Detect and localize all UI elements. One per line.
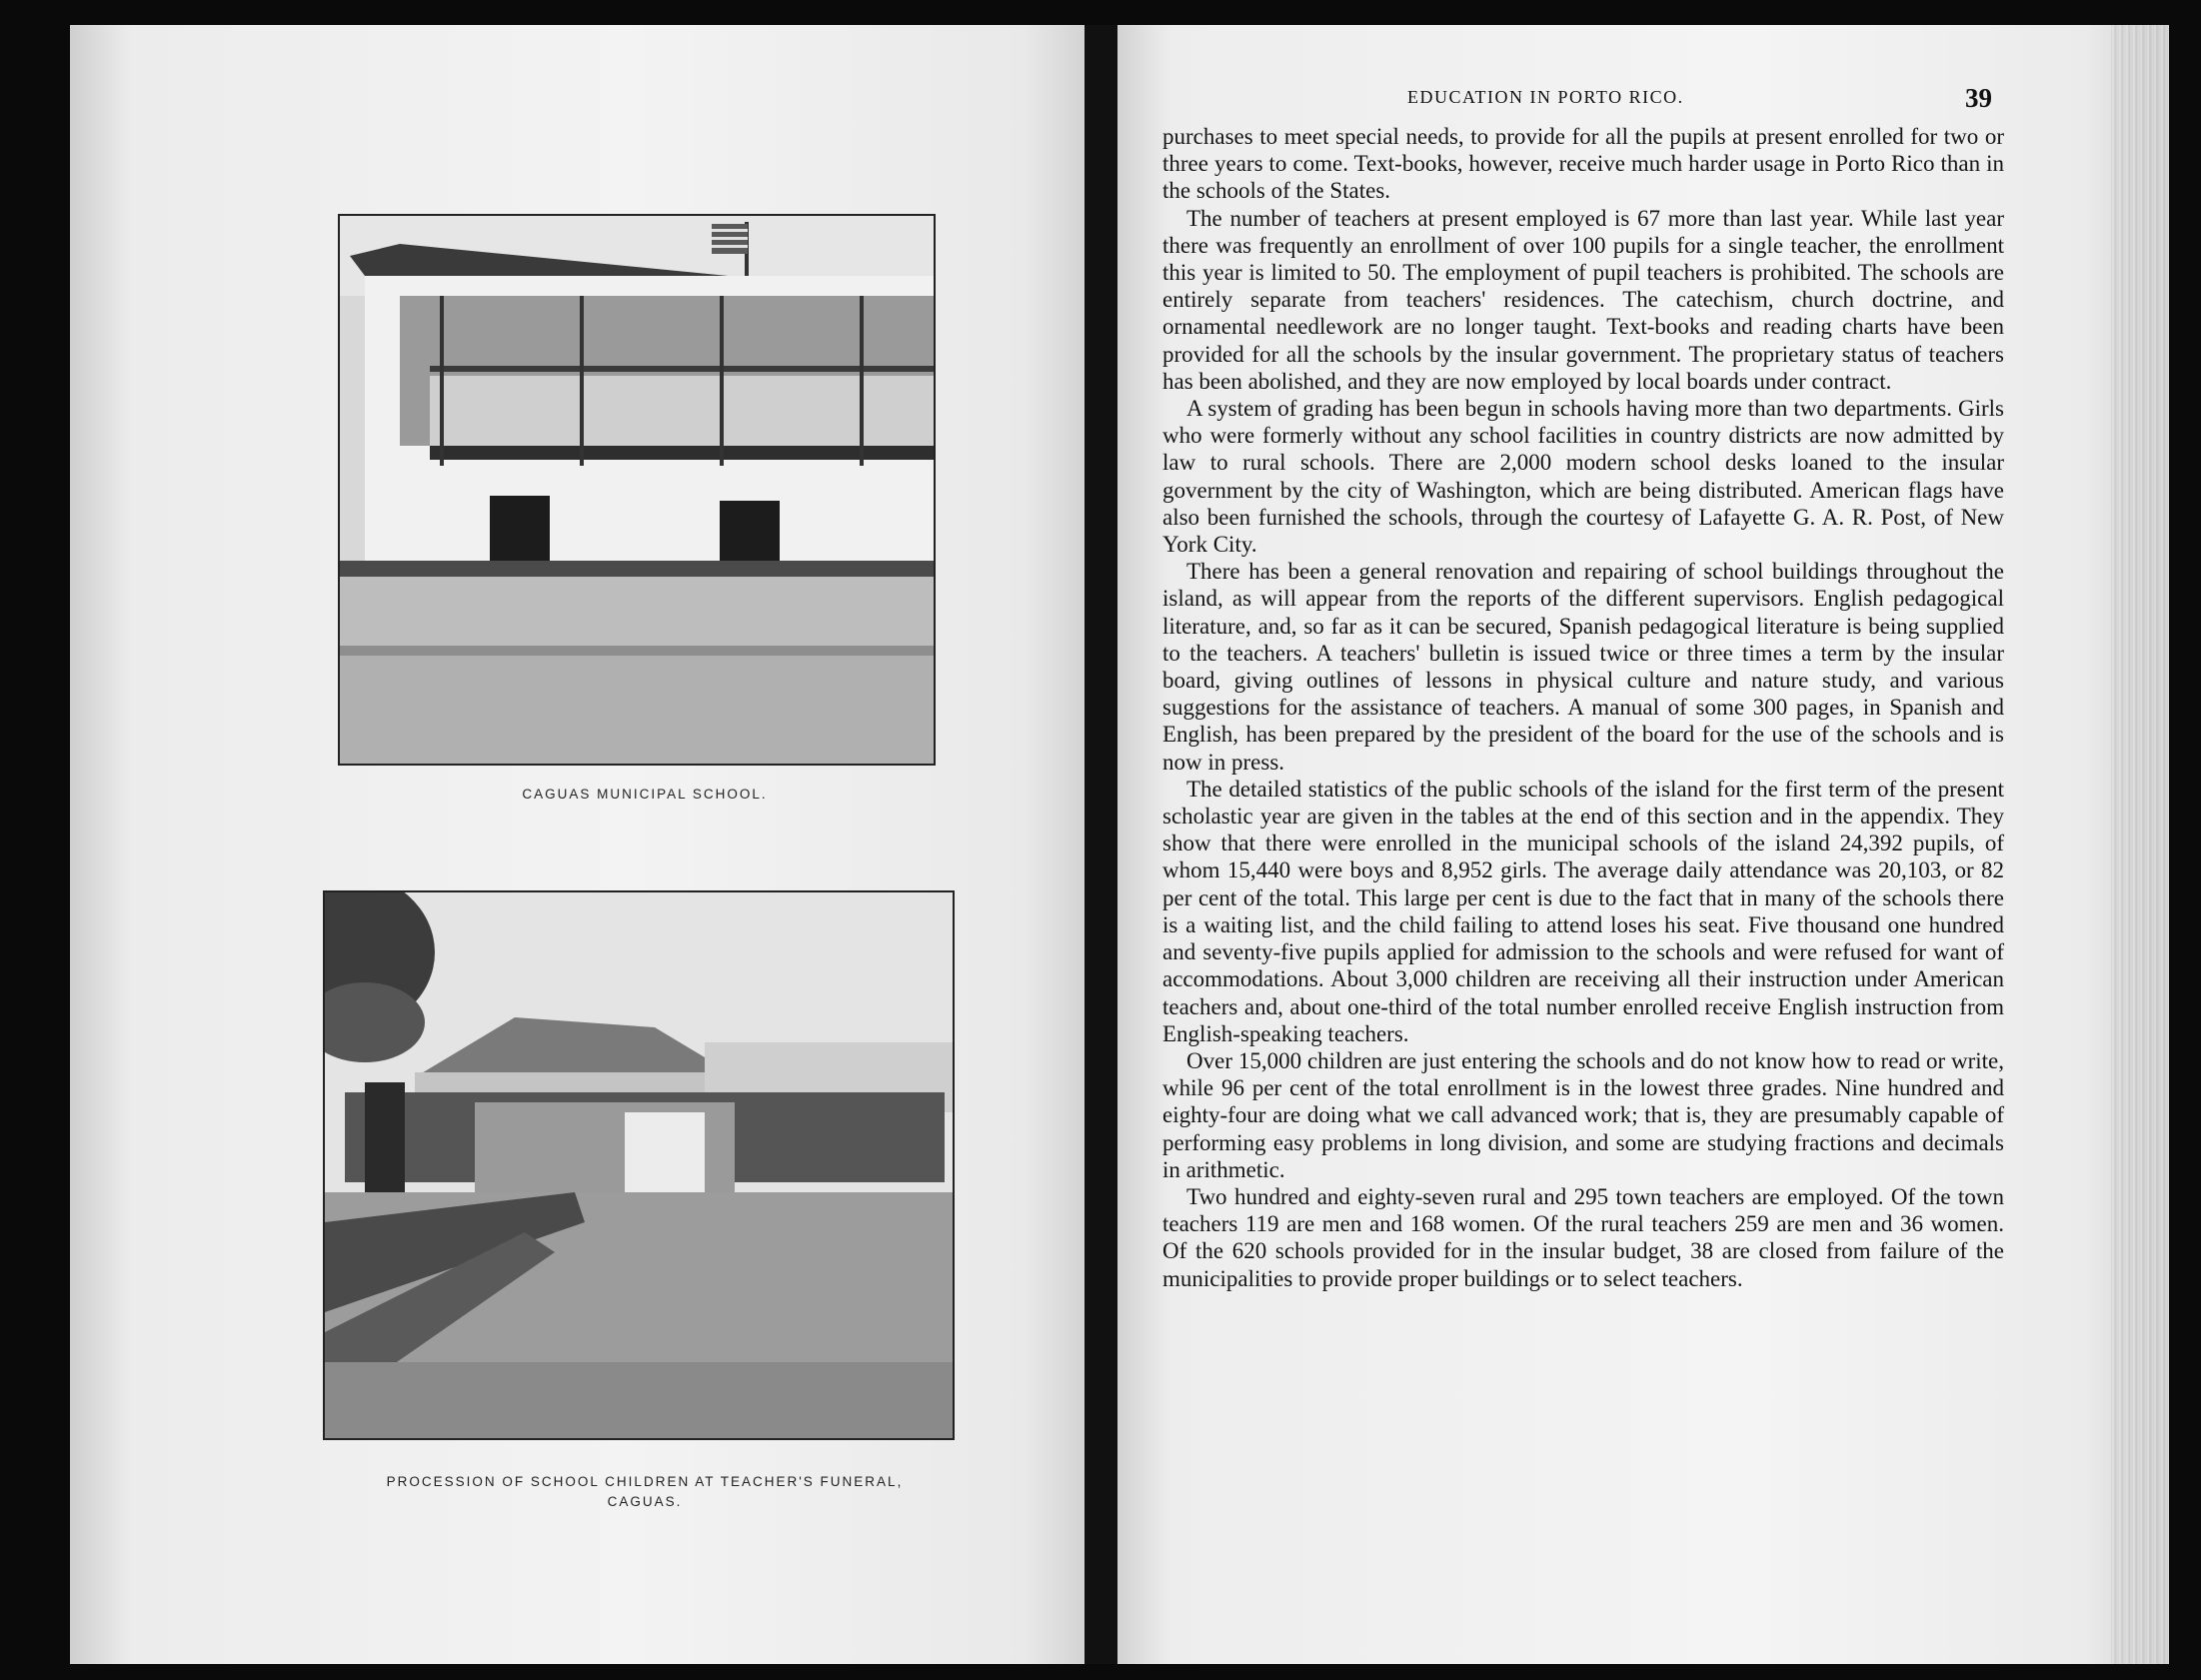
body-text <box>1162 123 2004 1292</box>
page-edges <box>2111 25 2169 1664</box>
paragraph: There has been a general renovation and repairing of school buildings throughout the island, as will appear from the reports of the different supervisors. English pedagogical literature, and, so far as it can be secured, Spanish pedagogical literature is being supplied to the teachers. A teachers' bulletin is issued twice or three times a term by the insular board, giving outlines of lessons in physical culture and nature study, and various suggestions for the assistance of teachers. A manual of some 300 pages, in Spanish and English, has been prepared by the president of the board for the use of the schools and is now in press. <box>1162 559 2004 775</box>
page-header <box>1117 83 2169 113</box>
photo-procession-school-children <box>323 890 955 1440</box>
procession-illustration <box>325 892 953 1438</box>
left-page <box>70 25 1085 1664</box>
paragraph: Two hundred and eighty-seven rural and 295 town teachers are employed. Of the town teachers 119 are men and 168 women. Of the rural teachers 259 are men and 36 women. Of the 620 schools provided for in the insular budget, 38 are closed from failure of the municipalities to provide proper buildings or to select teachers. <box>1162 1183 2004 1291</box>
running-head: EDUCATION IN PORTO RICO. <box>1407 87 1684 107</box>
caption-procession-line1: PROCESSION OF SCHOOL CHILDREN AT TEACHER'S FUNERAL, <box>386 1474 904 1489</box>
book-gutter <box>1085 25 1117 1664</box>
photo-caguas-municipal-school <box>338 214 936 766</box>
school-building-illustration <box>340 216 934 764</box>
paragraph: Over 15,000 children are just entering the schools and do not know how to read or write, while 96 per cent of the total enrollment is in the lowest three grades. Nine hundred and eighty-four are doing what we call advanced work; that is, they are presumably capable of performing easy problems in long division, and some are studying fractions and decimals in arithmetic. <box>1162 1047 2004 1182</box>
page-number: 39 <box>1965 83 1992 113</box>
paragraph: A system of grading has been begun in schools having more than two departments. Girls who were formerly without any school facilities in country districts are now admitted by law to rural schools. There are 2,000 modern school desks loaned to the insular government by the city of Washington, which are being distributed. American flags have also been furnished the schools, through the courtesy of Lafayette G. A. R. Post, of New York City. <box>1162 396 2004 558</box>
caption-caguas-municipal-school: CAGUAS MUNICIPAL SCHOOL. <box>522 787 768 802</box>
caption-procession-line2: CAGUAS. <box>607 1494 683 1509</box>
caption-procession-funeral <box>250 1472 1040 1512</box>
paragraph: purchases to meet special needs, to provide for all the pupils at present enrolled for two or three years to come. Text-books, however, receive much harder usage in Porto Rico than in the schools of the States. <box>1162 124 2004 204</box>
paragraph: The number of teachers at present employed is 67 more than last year. While last year there was frequently an enrollment of over 100 pupils for a single teacher, the enrollment this year is limited to 50. The employment of pupil teachers is prohibited. The schools are entirely separate from teachers' residences. The catechism, church doctrine, and ornamental needlework are no longer taught. Text-books and reading charts have been provided for all the schools by the insular government. The proprietary status of teachers has been abolished, and they are now employed by local boards under contract. <box>1162 205 2004 394</box>
paragraph: The detailed statistics of the public schools of the island for the first term of the present scholastic year are given in the tables at the end of this section and in the appendix. They show that there were enrolled in the municipal schools of the island 24,392 pupils, of whom 15,440 were boys and 8,952 girls. The average daily attendance was 20,103, or 82 per cent of the total. This large per cent is due to the fact that in many of the schools there is a waiting list, and the child failing to attend loses his seat. Five thousand one hundred and seventy-five pupils applied for admission to the schools and were refused for want of accommodations. About 3,000 children are receiving all their instruction under American teachers and, about one-third of the total number enrolled receive English instruction from English-speaking teachers. <box>1162 776 2004 1046</box>
right-page <box>1117 25 2169 1664</box>
